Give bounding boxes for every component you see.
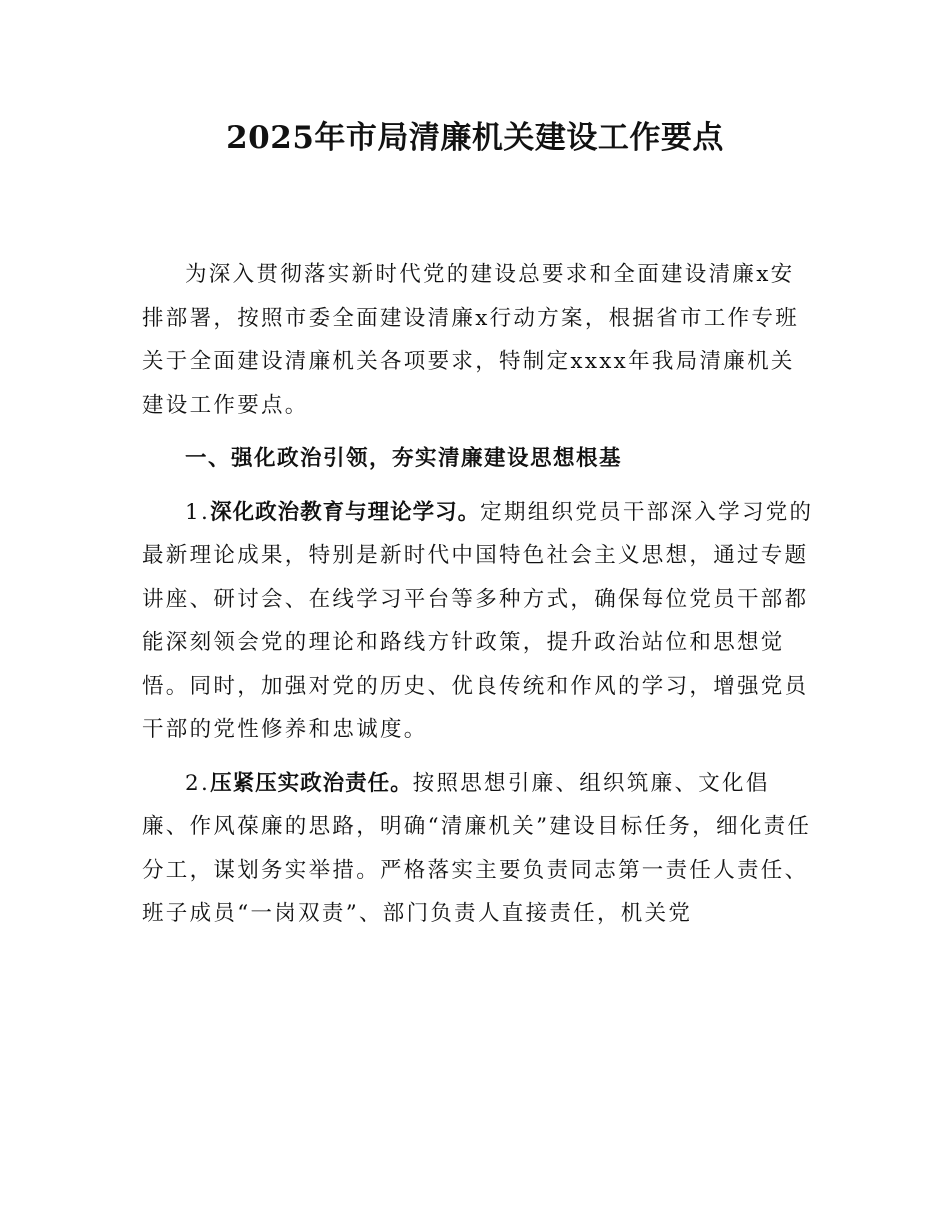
document-title: 2025年市局清廉机关建设工作要点 — [226, 120, 724, 156]
intro-paragraph: 为深入贯彻落实新时代党的建设总要求和全面建设清廉x安排部署，按照市委全面建设清廉x行动方案，根据省市工作专班关于全面建设清廉机关各项要求，特制定xxxx年我局清廉机关建设工作要点。 — [142, 262, 800, 418]
paragraph-gap — [142, 481, 814, 491]
item-1-paragraph — [142, 491, 814, 752]
item-1-lead: 深化政治教育与理论学习。 — [210, 499, 481, 525]
item-2-number: 2. — [185, 770, 211, 796]
item-1-text: 定期组织党员干部深入学习党的最新理论成果，特别是新时代中国特色社会主义思想，通过专题讲座、研讨会、在线学习平台等多种方式，确保每位党员干部都能深刻领会党的理论和路线方针政策，提升政治站位和思想觉悟。同时，加强对党的历史、优良传统和作风的学习，增强党员干部的党性修养和忠诚度。 — [142, 499, 814, 742]
item-2-lead: 压紧压实政治责任。 — [210, 770, 413, 796]
paragraph-gap — [142, 427, 814, 437]
item-1-number: 1. — [185, 499, 211, 525]
document-body — [142, 253, 814, 936]
item-2-text: 按照思想引廉、组织筑廉、文化倡廉、作风葆廉的思路，明确“清廉机关”建设目标任务，细化责任分工，谋划务实举措。严格落实主要负责同志第一责任人责任、班子成员“一岗双责”、部门负责人直接责任，机关党 — [142, 770, 812, 926]
item-2-paragraph — [142, 762, 814, 936]
paragraph-gap — [142, 752, 814, 762]
section-heading: 一、强化政治引领，夯实清廉建设思想根基 — [185, 446, 623, 471]
